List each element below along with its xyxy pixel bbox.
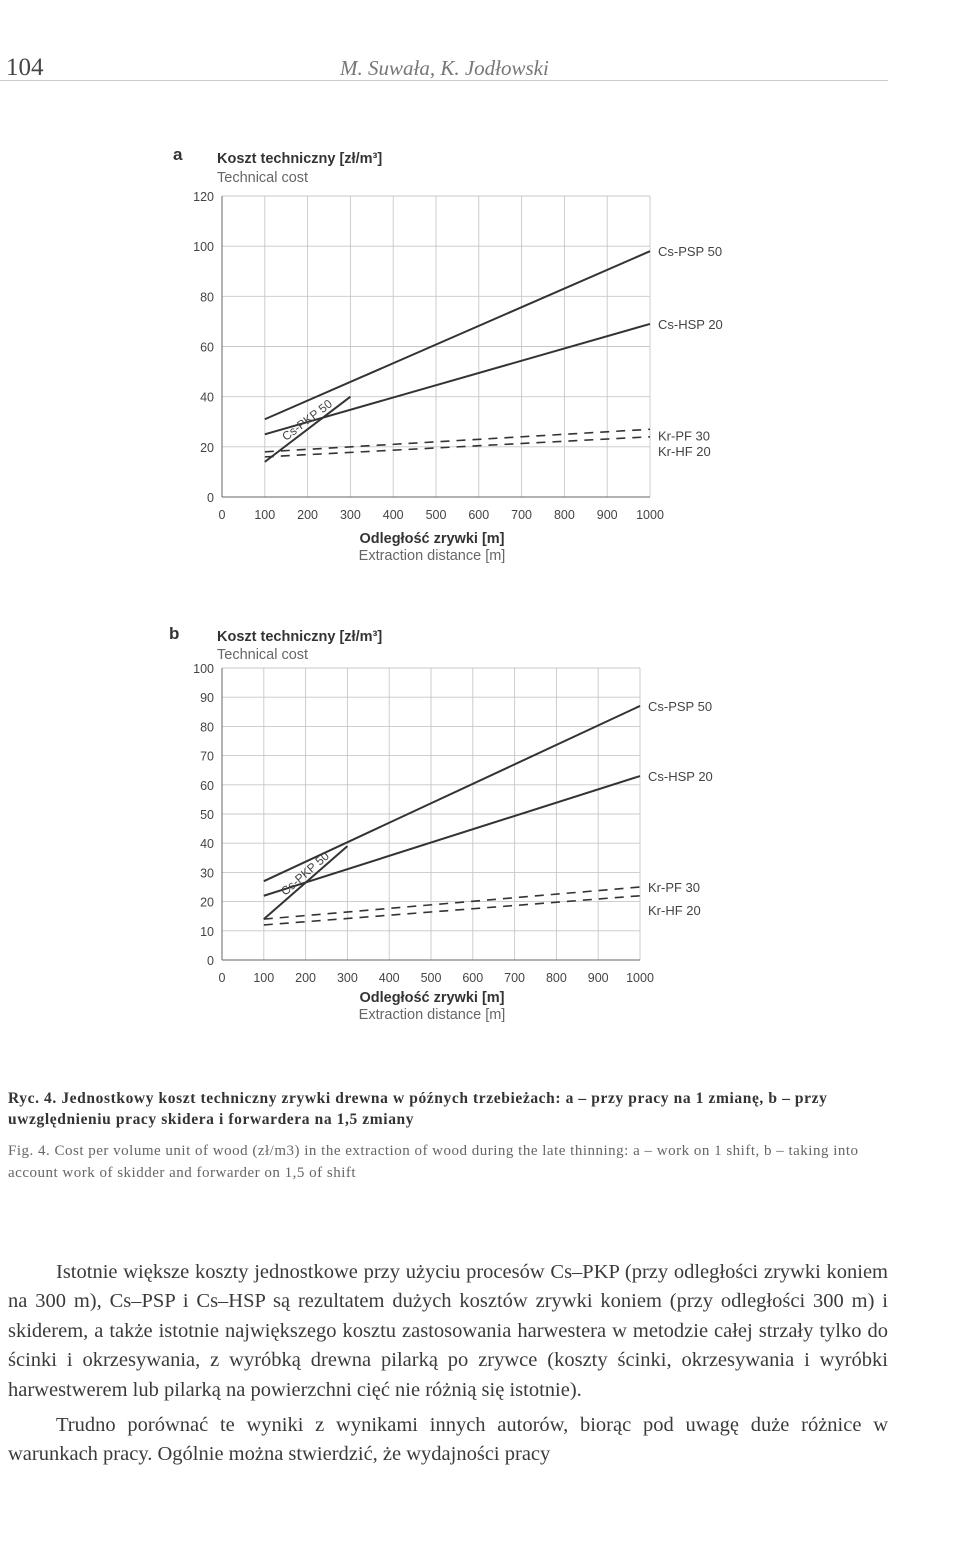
series-label: Kr-HF 20 bbox=[648, 902, 701, 918]
series-label: Kr-PF 30 bbox=[658, 428, 711, 444]
series-label: Cs-PSP 50 bbox=[648, 698, 713, 714]
y-tick-label: 10 bbox=[200, 924, 214, 939]
y-tick-label: 20 bbox=[200, 895, 214, 910]
x-tick-label: 800 bbox=[545, 971, 567, 985]
y-tick-label: 100 bbox=[193, 662, 214, 676]
series-line bbox=[264, 887, 640, 919]
y-tick-label: 0 bbox=[207, 491, 214, 505]
figure-caption-en: Fig. 4. Cost per volume unit of wood (zł/m3) in the extraction of wood during the late thinning: a – work on 1 shift, b – taking into account work of skidder and forwarder on 1,5 of shift bbox=[8, 1143, 859, 1181]
x-tick-label: 600 bbox=[462, 971, 484, 985]
x-tick-label: 500 bbox=[420, 971, 442, 985]
series-label: Cs-HSP 20 bbox=[658, 316, 723, 332]
y-tick-label: 0 bbox=[207, 954, 214, 968]
chart-a-subtitle: Technical cost bbox=[217, 170, 309, 186]
y-tick-label: 80 bbox=[200, 290, 214, 305]
y-tick-label: 120 bbox=[193, 190, 214, 204]
running-head-authors: M. Suwała, K. Jodłowski bbox=[340, 56, 549, 80]
x-tick-label: 500 bbox=[425, 508, 447, 522]
y-tick-label: 60 bbox=[200, 778, 214, 793]
x-tick-label: 100 bbox=[253, 971, 275, 985]
x-tick-label: 1000 bbox=[626, 971, 654, 985]
x-tick-label: 0 bbox=[218, 508, 226, 522]
x-tick-label: 1000 bbox=[636, 508, 664, 522]
chart-b-xlabel: Odległość zrywki [m] bbox=[359, 990, 505, 1006]
paragraph: Trudno porównać te wyniki z wynikami innych autorów, biorąc pod uwagę duże różnice w warunkach pracy. Ogólnie można stwierdzić, że wydajności pracy bbox=[8, 1414, 888, 1466]
figure-caption-pl: Ryc. 4. Jednostkowy koszt techniczny zrywki drewna w późnych trzebieżach: a – przy pracy na 1 zmianę, b – przy uwzględnieniu pracy skidera i forwardera na 1,5 zmiany bbox=[8, 1090, 828, 1128]
series-label: Kr-PF 30 bbox=[648, 880, 701, 895]
chart-a-svg bbox=[0, 140, 960, 570]
plot-area bbox=[193, 190, 723, 522]
y-tick-label: 30 bbox=[200, 866, 214, 881]
x-tick-label: 900 bbox=[596, 508, 618, 522]
y-tick-label: 40 bbox=[200, 390, 214, 405]
chart-b-xlabel-en: Extraction distance [m] bbox=[358, 1007, 506, 1023]
plot-area bbox=[193, 662, 713, 985]
x-tick-label: 900 bbox=[587, 971, 609, 985]
page-number: 104 bbox=[6, 54, 44, 81]
chart-b bbox=[0, 620, 960, 1040]
x-tick-label: 400 bbox=[378, 971, 400, 985]
series-label: Kr-HF 20 bbox=[658, 443, 711, 459]
y-tick-label: 90 bbox=[200, 691, 214, 706]
y-tick-label: 70 bbox=[200, 749, 214, 764]
x-tick-label: 800 bbox=[553, 508, 575, 522]
x-tick-label: 600 bbox=[468, 508, 490, 522]
body-text bbox=[8, 1258, 888, 1470]
panel-label-a: a bbox=[173, 145, 183, 164]
page-header bbox=[0, 50, 960, 90]
y-tick-label: 50 bbox=[200, 808, 214, 822]
chart-b-svg bbox=[0, 620, 960, 1040]
series-label: Cs-PSP 50 bbox=[658, 244, 723, 260]
x-tick-label: 200 bbox=[295, 971, 317, 985]
chart-a-xlabel: Odległość zrywki [m] bbox=[359, 531, 505, 547]
y-tick-label: 40 bbox=[200, 837, 214, 852]
series-label: Cs-HSP 20 bbox=[648, 769, 713, 785]
y-tick-label: 100 bbox=[193, 240, 214, 255]
series-label: Cs-PKP 50 bbox=[279, 396, 335, 444]
x-tick-label: 700 bbox=[504, 971, 526, 985]
x-tick-label: 0 bbox=[218, 971, 226, 985]
chart-a-title: Koszt techniczny [zł/m³] bbox=[217, 151, 383, 167]
header-rule bbox=[0, 80, 888, 81]
y-tick-label: 20 bbox=[200, 440, 214, 455]
series-line bbox=[264, 896, 640, 925]
chart-b-subtitle: Technical cost bbox=[217, 647, 309, 663]
x-tick-label: 300 bbox=[336, 971, 358, 985]
x-tick-label: 300 bbox=[339, 508, 361, 522]
x-tick-label: 100 bbox=[254, 508, 276, 522]
chart-a bbox=[0, 140, 960, 570]
y-tick-label: 60 bbox=[200, 340, 214, 355]
series-label: Cs-PKP 50 bbox=[278, 848, 332, 899]
x-tick-label: 400 bbox=[382, 508, 404, 522]
chart-a-xlabel-en: Extraction distance [m] bbox=[358, 548, 506, 564]
chart-b-title: Koszt techniczny [zł/m³] bbox=[217, 629, 383, 645]
panel-label-b: b bbox=[169, 624, 180, 643]
series-line bbox=[265, 251, 650, 419]
x-tick-label: 200 bbox=[297, 508, 319, 522]
paragraph: Istotnie większe koszty jednostkowe przy użyciu procesów Cs–PKP (przy odległości zrywki koniem na 300 m), Cs–PSP i Cs–HSP są rezultatem dużych kosztów zrywki koniem (przy odległości 300 m) i skiderem, a także istotnie największego kosztu zastosowania harwestera w metodzie całej strzały tylko do ścinki i okrzesywania, z wyróbką drewna pilarką po zrywce (koszty ścinki, okrzesywania i wyróbki harwestwerem lub pilarką na powierzchni cięć nie różnią się istotnie). bbox=[8, 1261, 888, 1401]
x-tick-label: 700 bbox=[511, 508, 533, 522]
y-tick-label: 80 bbox=[200, 720, 214, 735]
